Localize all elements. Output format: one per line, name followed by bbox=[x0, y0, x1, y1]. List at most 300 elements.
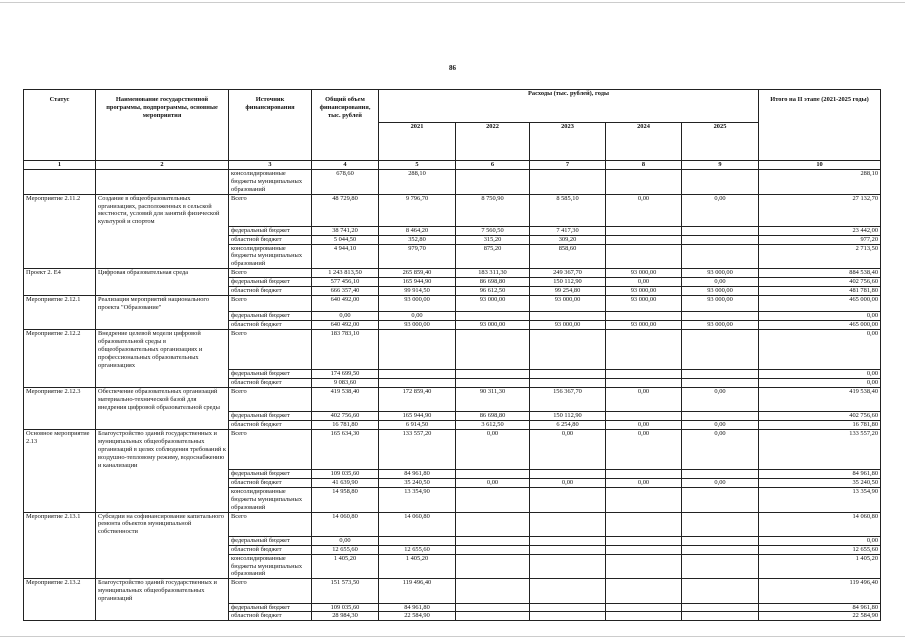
row-source: федеральный бюджет bbox=[229, 536, 312, 545]
cell-2021: 8 464,20 bbox=[379, 226, 456, 235]
cell-itogo: 288,10 bbox=[759, 169, 881, 194]
cell-2025: 93 000,00 bbox=[682, 269, 759, 278]
cell-2025 bbox=[682, 235, 759, 244]
header-program-name: Наименование государственной программы, подпрограммы, основные мероприятия bbox=[96, 90, 229, 161]
cell-itogo: 84 961,80 bbox=[759, 470, 881, 479]
cell-2021: 84 961,80 bbox=[379, 470, 456, 479]
row-status bbox=[24, 478, 96, 487]
row-source: федеральный бюджет bbox=[229, 412, 312, 421]
table-row bbox=[24, 421, 881, 430]
cell-2022: 8 750,90 bbox=[456, 194, 530, 226]
cell-2023: 249 367,70 bbox=[530, 269, 606, 278]
row-program-name bbox=[96, 379, 229, 388]
cell-2025 bbox=[682, 312, 759, 321]
cell-total: 9 083,60 bbox=[312, 379, 379, 388]
cell-2021: 265 859,40 bbox=[379, 269, 456, 278]
cell-2021: 133 557,20 bbox=[379, 430, 456, 470]
row-source: консолидированные бюджеты муниципальных образований bbox=[229, 487, 312, 512]
cell-2025 bbox=[682, 512, 759, 536]
cell-2024 bbox=[606, 487, 682, 512]
cell-2022: 86 698,80 bbox=[456, 278, 530, 287]
column-number: 6 bbox=[456, 161, 530, 170]
cell-2024: 0,00 bbox=[606, 194, 682, 226]
table-row bbox=[24, 269, 881, 278]
row-program-name bbox=[96, 321, 229, 330]
row-source: областной бюджет bbox=[229, 421, 312, 430]
cell-itogo: 23 442,00 bbox=[759, 226, 881, 235]
cell-2025 bbox=[682, 379, 759, 388]
row-program-name: Реализация мероприятий национального проекта "Образование" bbox=[96, 296, 229, 312]
row-status bbox=[24, 612, 96, 621]
cell-2024 bbox=[606, 226, 682, 235]
cell-2023: 99 254,80 bbox=[530, 287, 606, 296]
scan-edge-top bbox=[0, 2, 905, 3]
table-row bbox=[24, 487, 881, 512]
cell-2024 bbox=[606, 470, 682, 479]
cell-itogo: 2 713,50 bbox=[759, 244, 881, 269]
page-number: 86 bbox=[449, 64, 456, 72]
cell-total: 640 492,00 bbox=[312, 321, 379, 330]
row-program-name bbox=[96, 244, 229, 269]
cell-2021 bbox=[379, 536, 456, 545]
row-source: Всего bbox=[229, 430, 312, 470]
table-row bbox=[24, 330, 881, 370]
cell-2022 bbox=[456, 536, 530, 545]
cell-2025 bbox=[682, 612, 759, 621]
cell-2024 bbox=[606, 379, 682, 388]
cell-2025: 93 000,00 bbox=[682, 321, 759, 330]
cell-total: 174 699,50 bbox=[312, 370, 379, 379]
row-status bbox=[24, 244, 96, 269]
cell-itogo: 35 240,50 bbox=[759, 478, 881, 487]
row-status bbox=[24, 312, 96, 321]
cell-2024 bbox=[606, 554, 682, 579]
row-source: Всего bbox=[229, 194, 312, 226]
row-program-name bbox=[96, 478, 229, 487]
cell-2022 bbox=[456, 545, 530, 554]
cell-2025 bbox=[682, 487, 759, 512]
cell-total: 12 655,60 bbox=[312, 545, 379, 554]
table-row bbox=[24, 287, 881, 296]
row-source: федеральный бюджет bbox=[229, 312, 312, 321]
cell-2023 bbox=[530, 512, 606, 536]
cell-2021: 14 060,80 bbox=[379, 512, 456, 536]
column-number: 9 bbox=[682, 161, 759, 170]
row-status: Мероприятие 2.13.2 bbox=[24, 579, 96, 603]
row-status bbox=[24, 603, 96, 612]
row-program-name bbox=[96, 235, 229, 244]
cell-2024 bbox=[606, 612, 682, 621]
cell-itogo: 0,00 bbox=[759, 312, 881, 321]
cell-total: 165 634,30 bbox=[312, 430, 379, 470]
cell-2023: 150 112,90 bbox=[530, 278, 606, 287]
cell-2025 bbox=[682, 603, 759, 612]
cell-2022 bbox=[456, 487, 530, 512]
table-row bbox=[24, 430, 881, 470]
cell-2022: 183 311,30 bbox=[456, 269, 530, 278]
cell-itogo: 27 132,70 bbox=[759, 194, 881, 226]
row-status: Мероприятие 2.12.2 bbox=[24, 330, 96, 370]
row-status bbox=[24, 370, 96, 379]
row-source: федеральный бюджет bbox=[229, 278, 312, 287]
column-number: 1 bbox=[24, 161, 96, 170]
table-row bbox=[24, 536, 881, 545]
cell-2022: 875,20 bbox=[456, 244, 530, 269]
cell-itogo: 0,00 bbox=[759, 379, 881, 388]
cell-total: 678,60 bbox=[312, 169, 379, 194]
header-year: 2021 bbox=[379, 123, 456, 161]
cell-2025: 0,00 bbox=[682, 278, 759, 287]
cell-2025 bbox=[682, 330, 759, 370]
cell-2023: 8 585,10 bbox=[530, 194, 606, 226]
cell-2023 bbox=[530, 312, 606, 321]
cell-2021: 1 405,20 bbox=[379, 554, 456, 579]
cell-2022: 315,20 bbox=[456, 235, 530, 244]
row-program-name: Создание в общеобразовательных организациях, расположенных в сельской местности, условий для занятий физической культурой и спортом bbox=[96, 194, 229, 226]
cell-itogo: 0,00 bbox=[759, 536, 881, 545]
header-year: 2025 bbox=[682, 123, 759, 161]
cell-2024 bbox=[606, 169, 682, 194]
cell-total: 5 044,50 bbox=[312, 235, 379, 244]
table-row bbox=[24, 603, 881, 612]
cell-2021: 0,00 bbox=[379, 312, 456, 321]
cell-2022 bbox=[456, 470, 530, 479]
row-program-name: Благоустройство зданий государственных и муниципальных общеобразовательных организаций bbox=[96, 579, 229, 603]
column-number: 10 bbox=[759, 161, 881, 170]
cell-2024: 0,00 bbox=[606, 387, 682, 411]
row-status bbox=[24, 545, 96, 554]
cell-2022 bbox=[456, 554, 530, 579]
row-source: областной бюджет bbox=[229, 545, 312, 554]
header-year: 2022 bbox=[456, 123, 530, 161]
row-program-name bbox=[96, 287, 229, 296]
row-program-name bbox=[96, 169, 229, 194]
cell-2023: 858,60 bbox=[530, 244, 606, 269]
cell-2023: 0,00 bbox=[530, 430, 606, 470]
cell-2025 bbox=[682, 226, 759, 235]
cell-itogo: 0,00 bbox=[759, 370, 881, 379]
row-program-name bbox=[96, 612, 229, 621]
cell-2021: 979,70 bbox=[379, 244, 456, 269]
row-program-name bbox=[96, 412, 229, 421]
table-row bbox=[24, 612, 881, 621]
cell-2022: 7 560,50 bbox=[456, 226, 530, 235]
header-total-stage2: Итого на II этапе (2021-2025 годы) bbox=[759, 90, 881, 161]
header-source: Источник финансирования bbox=[229, 90, 312, 161]
cell-itogo: 884 538,40 bbox=[759, 269, 881, 278]
cell-total: 640 492,00 bbox=[312, 296, 379, 312]
row-program-name bbox=[96, 421, 229, 430]
table-row bbox=[24, 470, 881, 479]
row-source: областной бюджет bbox=[229, 612, 312, 621]
cell-2022 bbox=[456, 370, 530, 379]
cell-itogo: 22 584,90 bbox=[759, 612, 881, 621]
row-source: областной бюджет bbox=[229, 321, 312, 330]
cell-2023 bbox=[530, 554, 606, 579]
cell-itogo: 16 781,80 bbox=[759, 421, 881, 430]
cell-2022 bbox=[456, 169, 530, 194]
table-row bbox=[24, 379, 881, 388]
cell-2025 bbox=[682, 370, 759, 379]
row-status: Проект 2. Е4 bbox=[24, 269, 96, 278]
table-row bbox=[24, 321, 881, 330]
cell-2023 bbox=[530, 487, 606, 512]
cell-2021: 9 796,70 bbox=[379, 194, 456, 226]
cell-itogo: 465 000,00 bbox=[759, 296, 881, 312]
cell-2022 bbox=[456, 612, 530, 621]
row-status bbox=[24, 412, 96, 421]
cell-total: 109 035,60 bbox=[312, 470, 379, 479]
column-number: 4 bbox=[312, 161, 379, 170]
cell-2024 bbox=[606, 512, 682, 536]
cell-2022: 0,00 bbox=[456, 430, 530, 470]
cell-2022 bbox=[456, 603, 530, 612]
header-year: 2023 bbox=[530, 123, 606, 161]
row-source: федеральный бюджет bbox=[229, 226, 312, 235]
cell-2025 bbox=[682, 536, 759, 545]
cell-2025: 0,00 bbox=[682, 421, 759, 430]
row-source: Всего bbox=[229, 296, 312, 312]
row-status bbox=[24, 321, 96, 330]
cell-2023 bbox=[530, 379, 606, 388]
row-source: Всего bbox=[229, 330, 312, 370]
row-status: Мероприятие 2.12.3 bbox=[24, 387, 96, 411]
cell-itogo: 12 655,60 bbox=[759, 545, 881, 554]
cell-itogo: 0,00 bbox=[759, 330, 881, 370]
scan-edge-bottom bbox=[0, 636, 905, 637]
cell-2022 bbox=[456, 579, 530, 603]
cell-2021 bbox=[379, 370, 456, 379]
cell-2022 bbox=[456, 512, 530, 536]
header-status: Статус bbox=[24, 90, 96, 161]
cell-2023 bbox=[530, 536, 606, 545]
cell-2025 bbox=[682, 412, 759, 421]
table-row bbox=[24, 312, 881, 321]
cell-2024: 0,00 bbox=[606, 478, 682, 487]
column-number: 3 bbox=[229, 161, 312, 170]
cell-2021 bbox=[379, 379, 456, 388]
header-row bbox=[24, 90, 881, 123]
cell-2025 bbox=[682, 579, 759, 603]
row-program-name: Цифровая образовательная среда bbox=[96, 269, 229, 278]
cell-2024 bbox=[606, 545, 682, 554]
cell-2023 bbox=[530, 579, 606, 603]
row-source: Всего bbox=[229, 579, 312, 603]
row-status: Мероприятие 2.13.1 bbox=[24, 512, 96, 536]
row-program-name: Субсидии на софинансирование капитального ремонта объектов муниципальной собственности bbox=[96, 512, 229, 536]
cell-2022: 93 000,00 bbox=[456, 296, 530, 312]
table-row bbox=[24, 244, 881, 269]
cell-2023 bbox=[530, 603, 606, 612]
cell-itogo: 977,20 bbox=[759, 235, 881, 244]
row-program-name: Благоустройство зданий государственных и муниципальных общеобразовательных организаций в целях соблюдения требований к воздушно-тепловому режиму, водоснабжению и канализации bbox=[96, 430, 229, 470]
cell-total: 419 538,40 bbox=[312, 387, 379, 411]
cell-2023: 150 112,90 bbox=[530, 412, 606, 421]
row-status bbox=[24, 554, 96, 579]
cell-2021: 93 000,00 bbox=[379, 321, 456, 330]
cell-2025: 93 000,00 bbox=[682, 287, 759, 296]
row-source: консолидированные бюджеты муниципальных образований bbox=[229, 554, 312, 579]
cell-2022: 86 698,80 bbox=[456, 412, 530, 421]
cell-2025: 0,00 bbox=[682, 194, 759, 226]
cell-2025: 0,00 bbox=[682, 478, 759, 487]
row-program-name bbox=[96, 487, 229, 512]
cell-itogo: 402 756,60 bbox=[759, 278, 881, 287]
row-status bbox=[24, 278, 96, 287]
cell-2024: 93 000,00 bbox=[606, 269, 682, 278]
cell-2024 bbox=[606, 244, 682, 269]
row-status bbox=[24, 287, 96, 296]
column-number: 5 bbox=[379, 161, 456, 170]
header-total: Общий объем финансирования, тыс. рублей bbox=[312, 90, 379, 161]
cell-2023: 156 367,70 bbox=[530, 387, 606, 411]
column-number: 2 bbox=[96, 161, 229, 170]
cell-2023: 93 000,00 bbox=[530, 321, 606, 330]
cell-itogo: 402 756,60 bbox=[759, 412, 881, 421]
cell-total: 577 456,10 bbox=[312, 278, 379, 287]
row-source: областной бюджет bbox=[229, 287, 312, 296]
row-status: Основное мероприятие 2.13 bbox=[24, 430, 96, 470]
cell-total: 48 729,80 bbox=[312, 194, 379, 226]
row-source: Всего bbox=[229, 512, 312, 536]
cell-2022 bbox=[456, 330, 530, 370]
table-row bbox=[24, 235, 881, 244]
cell-2025 bbox=[682, 470, 759, 479]
row-source: областной бюджет bbox=[229, 478, 312, 487]
cell-total: 14 958,80 bbox=[312, 487, 379, 512]
cell-itogo: 465 000,00 bbox=[759, 321, 881, 330]
table-row bbox=[24, 226, 881, 235]
row-status: Мероприятие 2.11.2 bbox=[24, 194, 96, 226]
cell-2021 bbox=[379, 330, 456, 370]
header-expenses: Расходы (тыс. рублей), годы bbox=[379, 90, 759, 123]
cell-2021: 22 584,90 bbox=[379, 612, 456, 621]
cell-2023 bbox=[530, 545, 606, 554]
cell-2023 bbox=[530, 169, 606, 194]
row-program-name bbox=[96, 278, 229, 287]
table-row bbox=[24, 194, 881, 226]
cell-total: 1 243 813,50 bbox=[312, 269, 379, 278]
table-row bbox=[24, 545, 881, 554]
cell-2024: 93 000,00 bbox=[606, 287, 682, 296]
header-year: 2024 bbox=[606, 123, 682, 161]
cell-2024: 93 000,00 bbox=[606, 296, 682, 312]
cell-2021: 119 496,40 bbox=[379, 579, 456, 603]
row-source: областной бюджет bbox=[229, 235, 312, 244]
cell-2021: 35 240,50 bbox=[379, 478, 456, 487]
cell-2021: 288,10 bbox=[379, 169, 456, 194]
cell-2022: 93 000,00 bbox=[456, 321, 530, 330]
cell-2024: 0,00 bbox=[606, 430, 682, 470]
table-row bbox=[24, 296, 881, 312]
cell-2024 bbox=[606, 370, 682, 379]
cell-total: 14 060,80 bbox=[312, 512, 379, 536]
table-row bbox=[24, 387, 881, 411]
row-status bbox=[24, 470, 96, 479]
cell-2023 bbox=[530, 612, 606, 621]
cell-2024 bbox=[606, 235, 682, 244]
row-program-name bbox=[96, 312, 229, 321]
cell-total: 38 741,20 bbox=[312, 226, 379, 235]
column-number: 8 bbox=[606, 161, 682, 170]
cell-itogo: 84 961,80 bbox=[759, 603, 881, 612]
table-body bbox=[24, 90, 881, 621]
cell-total: 1 405,20 bbox=[312, 554, 379, 579]
cell-2021: 84 961,80 bbox=[379, 603, 456, 612]
cell-itogo: 119 496,40 bbox=[759, 579, 881, 603]
cell-itogo: 1 405,20 bbox=[759, 554, 881, 579]
cell-total: 0,00 bbox=[312, 536, 379, 545]
table-row bbox=[24, 579, 881, 603]
cell-2023: 0,00 bbox=[530, 478, 606, 487]
cell-total: 666 357,40 bbox=[312, 287, 379, 296]
cell-2021: 6 914,50 bbox=[379, 421, 456, 430]
table-row bbox=[24, 512, 881, 536]
row-status bbox=[24, 536, 96, 545]
cell-2021: 93 000,00 bbox=[379, 296, 456, 312]
row-status bbox=[24, 226, 96, 235]
cell-2021: 165 944,90 bbox=[379, 412, 456, 421]
cell-2023: 6 254,80 bbox=[530, 421, 606, 430]
cell-2021: 99 914,50 bbox=[379, 287, 456, 296]
row-source: федеральный бюджет bbox=[229, 470, 312, 479]
cell-total: 4 944,10 bbox=[312, 244, 379, 269]
cell-2022: 96 612,50 bbox=[456, 287, 530, 296]
cell-itogo: 13 354,90 bbox=[759, 487, 881, 512]
cell-2023 bbox=[530, 470, 606, 479]
cell-itogo: 14 060,80 bbox=[759, 512, 881, 536]
cell-2021: 352,80 bbox=[379, 235, 456, 244]
cell-2025: 0,00 bbox=[682, 430, 759, 470]
row-program-name bbox=[96, 370, 229, 379]
row-program-name bbox=[96, 470, 229, 479]
cell-2023: 7 417,30 bbox=[530, 226, 606, 235]
row-source: федеральный бюджет bbox=[229, 603, 312, 612]
cell-2022: 90 311,30 bbox=[456, 387, 530, 411]
row-program-name bbox=[96, 536, 229, 545]
table-row bbox=[24, 278, 881, 287]
cell-total: 151 573,50 bbox=[312, 579, 379, 603]
cell-2025: 0,00 bbox=[682, 387, 759, 411]
cell-2024 bbox=[606, 330, 682, 370]
cell-2024: 0,00 bbox=[606, 421, 682, 430]
cell-itogo: 481 781,80 bbox=[759, 287, 881, 296]
cell-2021: 172 859,40 bbox=[379, 387, 456, 411]
row-program-name: Внедрение целевой модели цифровой образовательной среды в общеобразовательных организациях и профессиональных образовательных организациях bbox=[96, 330, 229, 370]
cell-2024 bbox=[606, 603, 682, 612]
cell-2021: 165 944,90 bbox=[379, 278, 456, 287]
cell-2022 bbox=[456, 379, 530, 388]
cell-2021: 13 354,90 bbox=[379, 487, 456, 512]
cell-2025 bbox=[682, 545, 759, 554]
cell-2024 bbox=[606, 579, 682, 603]
row-source: федеральный бюджет bbox=[229, 370, 312, 379]
cell-itogo: 133 557,20 bbox=[759, 430, 881, 470]
cell-2024 bbox=[606, 412, 682, 421]
row-source: областной бюджет bbox=[229, 379, 312, 388]
table-row bbox=[24, 370, 881, 379]
cell-total: 41 639,90 bbox=[312, 478, 379, 487]
column-numbers-row bbox=[24, 161, 881, 170]
cell-total: 402 756,60 bbox=[312, 412, 379, 421]
row-status bbox=[24, 235, 96, 244]
table-row bbox=[24, 169, 881, 194]
row-source: Всего bbox=[229, 269, 312, 278]
cell-2025: 93 000,00 bbox=[682, 296, 759, 312]
row-source: консолидированные бюджеты муниципальных образований bbox=[229, 169, 312, 194]
row-program-name bbox=[96, 545, 229, 554]
cell-itogo: 419 538,40 bbox=[759, 387, 881, 411]
